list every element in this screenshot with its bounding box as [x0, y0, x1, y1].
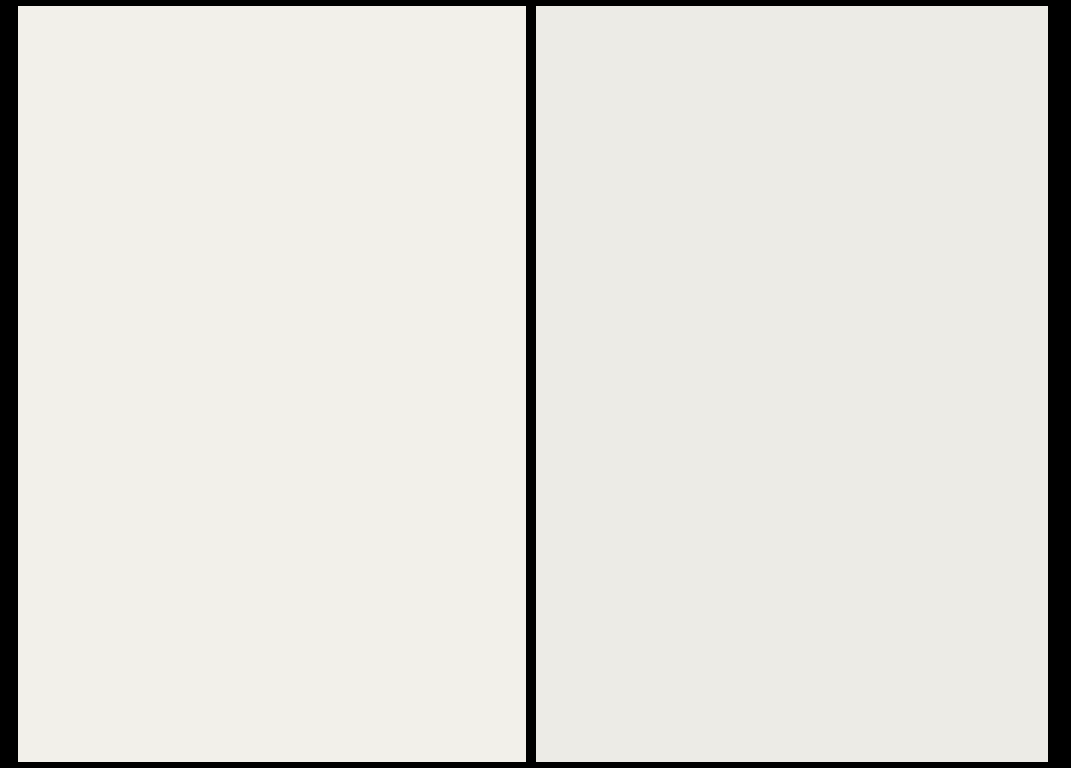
right-page [536, 6, 1048, 762]
left-page [18, 6, 526, 762]
